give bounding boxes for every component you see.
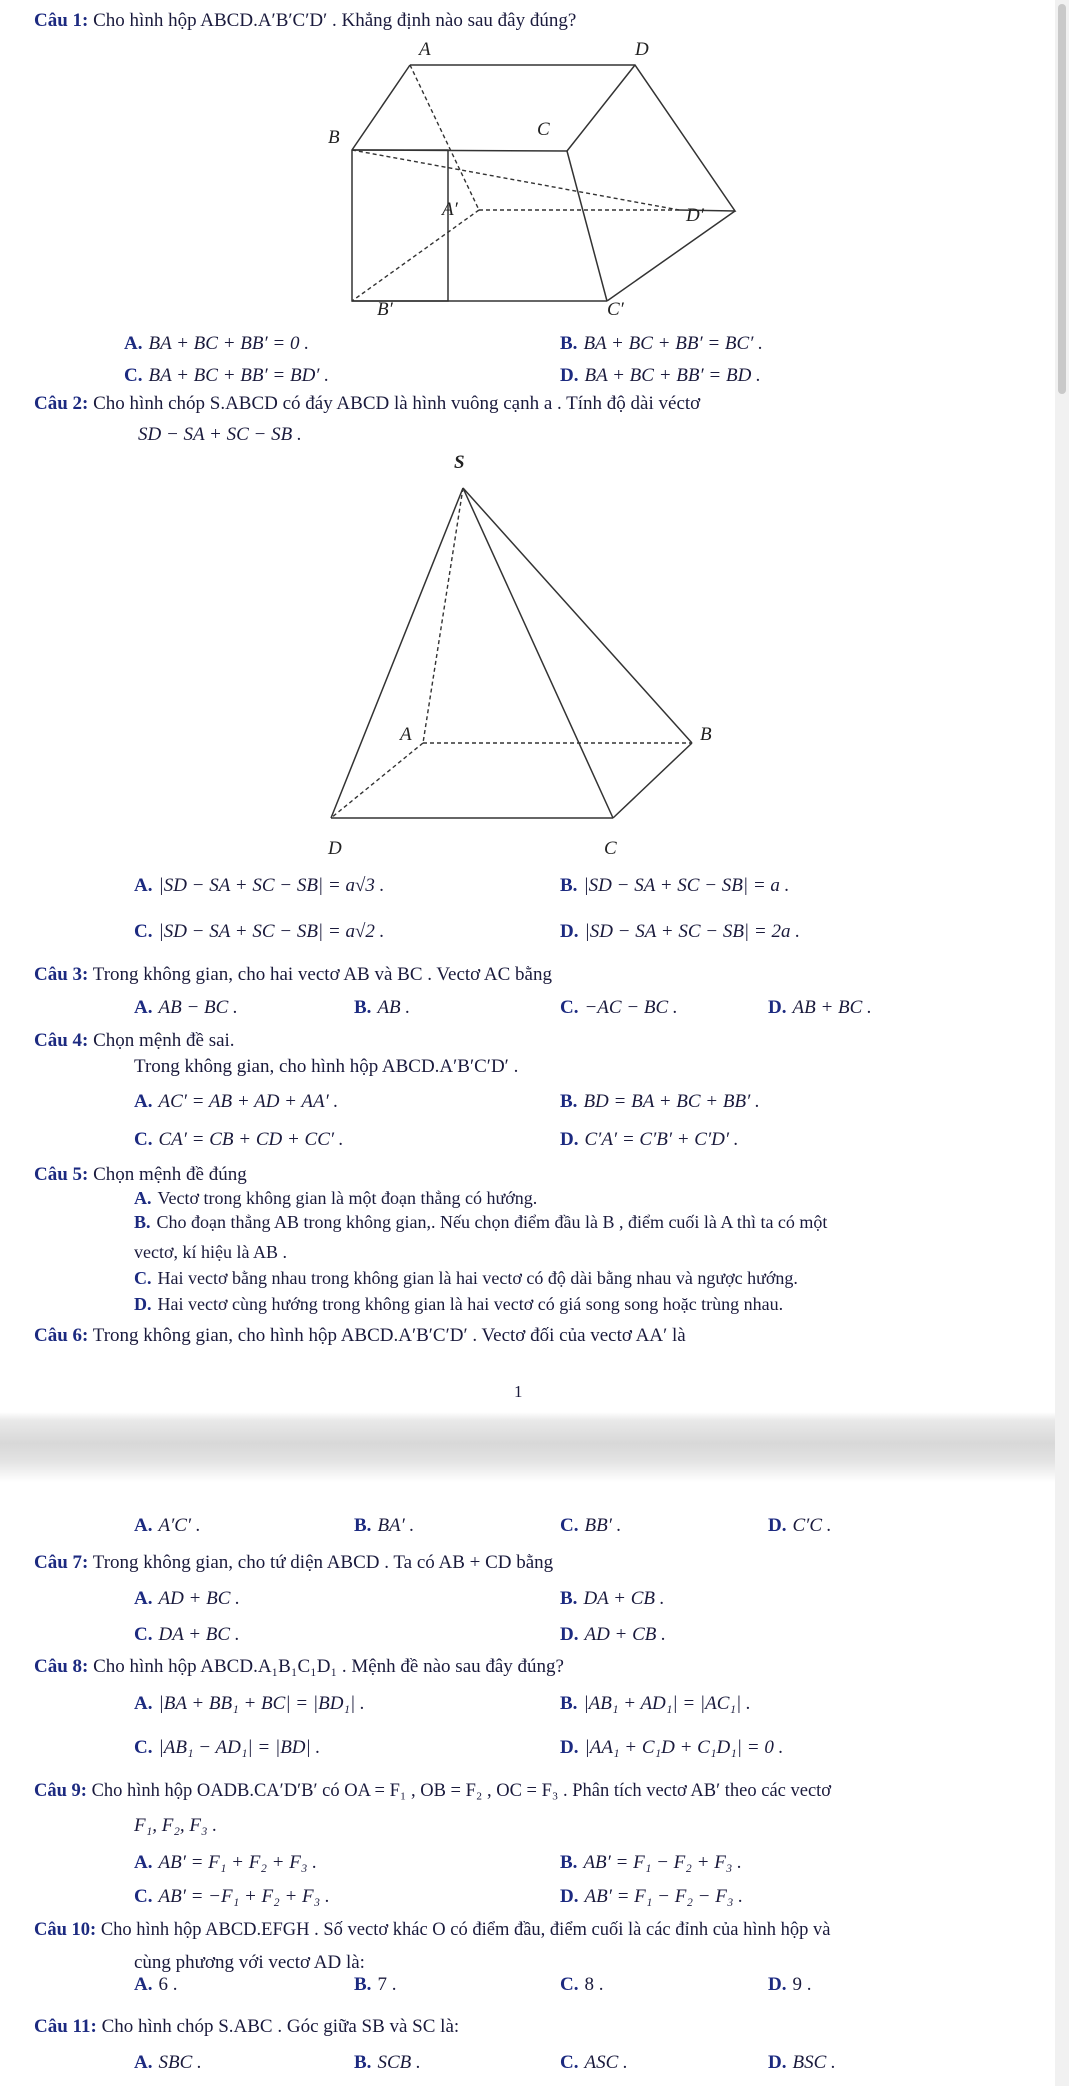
q8-option-d[interactable] xyxy=(560,1737,783,1759)
option-label: A. xyxy=(134,1091,153,1112)
q5-option-a[interactable] xyxy=(134,1188,537,1209)
option-label: A. xyxy=(134,875,153,896)
q7-option-a[interactable] xyxy=(134,1588,240,1610)
option-label: A. xyxy=(134,1974,153,1995)
option-expr: BA + BC + BB′ = BC′ . xyxy=(583,333,763,354)
option-expr: A′C′ . xyxy=(158,1515,201,1536)
q7-option-d[interactable] xyxy=(560,1624,666,1646)
option-label: D. xyxy=(768,1974,787,1995)
option-expr: ASC . xyxy=(584,2052,628,2073)
q4-option-c[interactable] xyxy=(134,1129,344,1151)
parallelepiped-figure xyxy=(320,35,740,315)
label-A: A xyxy=(400,724,412,745)
option-expr: SCB . xyxy=(377,2052,421,2073)
question-9-vectors: F₁, F₂, F₃ . xyxy=(134,1815,218,1836)
question-text: Cho hình hộp ABCD.EFGH . Số vectơ khác O có điểm đầu, điểm cuối là các đỉnh của hình hộp và xyxy=(100,1920,831,1940)
option-expr: SBC . xyxy=(158,2052,202,2073)
question-text: Cho hình hộp ABCD.A₁B₁C₁D₁ . Mệnh đề nào sau đây đúng? xyxy=(93,1656,564,1677)
question-label: Câu 7: xyxy=(34,1552,89,1573)
option-expr: |AB₁ − AD₁| = |BD| . xyxy=(158,1737,321,1758)
option-label: D. xyxy=(560,1737,579,1758)
edge-top xyxy=(410,65,735,211)
q5-option-b[interactable] xyxy=(134,1212,827,1233)
q3-option-d[interactable] xyxy=(768,997,872,1019)
option-label: A. xyxy=(134,2052,153,2073)
option-label: B. xyxy=(354,1974,372,1995)
question-label: Câu 10: xyxy=(34,1920,97,1940)
option-label: A. xyxy=(124,333,143,354)
option-expr: 8 . xyxy=(584,1974,604,1995)
option-expr: |SD − SA + SC − SB| = 2a . xyxy=(584,921,800,942)
option-expr: AB − BC . xyxy=(158,997,238,1018)
option-expr: BA′ . xyxy=(377,1515,415,1536)
option-label: C. xyxy=(124,365,143,386)
q1-option-b[interactable] xyxy=(560,333,763,355)
q11-option-c[interactable] xyxy=(560,2052,628,2074)
q1-option-d[interactable] xyxy=(560,365,761,387)
question-text: Trong không gian, cho hai vectơ AB và BC . Vectơ AC bằng xyxy=(92,964,552,985)
q3-option-a[interactable] xyxy=(134,997,238,1019)
option-label: D. xyxy=(560,365,579,386)
option-expr: AB . xyxy=(377,997,411,1018)
label-B: B xyxy=(700,724,712,745)
scrollbar[interactable] xyxy=(1055,0,1069,2086)
option-expr: 7 . xyxy=(377,1974,397,1995)
option-expr: BB′ . xyxy=(584,1515,622,1536)
question-label: Câu 8: xyxy=(34,1656,89,1677)
option-label: C. xyxy=(560,997,579,1018)
option-expr: BA + BC + BB′ = 0 . xyxy=(148,333,309,354)
option-label: A. xyxy=(134,1852,153,1873)
q5-option-b-cont xyxy=(134,1242,287,1263)
option-expr: Hai vectơ bằng nhau trong không gian là hai vectơ có độ dài bằng nhau và ngược hướng. xyxy=(157,1268,798,1288)
option-expr: CA′ = CB + CD + CC′ . xyxy=(158,1129,344,1150)
option-label: C. xyxy=(134,1129,153,1150)
option-expr: AD + BC . xyxy=(158,1588,240,1609)
question-5 xyxy=(34,1164,247,1186)
q11-option-d[interactable] xyxy=(768,2052,836,2074)
label-C: C xyxy=(537,119,550,140)
q2-option-d[interactable] xyxy=(560,921,800,943)
q3-option-c[interactable] xyxy=(560,997,678,1019)
option-label: C. xyxy=(134,921,153,942)
option-label: A. xyxy=(134,1188,152,1208)
q9-option-d[interactable] xyxy=(560,1886,743,1908)
option-label: D. xyxy=(768,2052,787,2073)
option-expr: C′C . xyxy=(792,1515,832,1536)
option-label: A. xyxy=(134,1693,153,1714)
option-label: C. xyxy=(560,1515,579,1536)
q11-option-a[interactable] xyxy=(134,2052,202,2074)
q11-option-b[interactable] xyxy=(354,2052,421,2074)
option-label: B. xyxy=(134,1212,151,1232)
q1-option-c[interactable] xyxy=(124,365,329,387)
option-expr: |SD − SA + SC − SB| = a . xyxy=(583,875,790,896)
option-expr: 9 . xyxy=(792,1974,812,1995)
option-expr: Hai vectơ cùng hướng trong không gian là hai vectơ có giá song song hoặc trùng nhau. xyxy=(157,1294,784,1314)
q10-option-a[interactable] xyxy=(134,1974,177,1996)
question-text: Cho hình chóp S.ABC . Góc giữa SB và SC là: xyxy=(101,2016,460,2037)
q6-option-b[interactable] xyxy=(354,1515,414,1537)
q2-option-a[interactable] xyxy=(134,875,384,897)
option-expr: DA + BC . xyxy=(158,1624,240,1645)
q2-option-c[interactable] xyxy=(134,921,384,943)
edge-DC xyxy=(567,65,635,151)
question-label: Câu 4: xyxy=(34,1030,89,1051)
edge-SA xyxy=(423,488,463,743)
question-label: Câu 6: xyxy=(34,1325,89,1346)
option-expr: AB′ = F₁ − F₂ − F₃ . xyxy=(584,1886,743,1907)
diag-BDp xyxy=(352,150,679,210)
label-B: B xyxy=(328,127,340,148)
q7-option-c[interactable] xyxy=(134,1624,240,1646)
question-11 xyxy=(34,2016,459,2038)
q5-option-d[interactable] xyxy=(134,1294,783,1315)
question-text: Cho hình chóp S.ABCD có đáy ABCD là hình vuông cạnh a . Tính độ dài véctơ xyxy=(93,393,701,414)
question-1 xyxy=(34,10,576,32)
q9-option-a[interactable] xyxy=(134,1852,317,1874)
q6-option-c[interactable] xyxy=(560,1515,621,1537)
label-D: D xyxy=(635,39,649,60)
pyramid-figure xyxy=(320,448,730,858)
option-label: A. xyxy=(134,1588,153,1609)
option-expr: |SD − SA + SC − SB| = a√3 . xyxy=(158,875,385,896)
option-expr: vectơ, kí hiệu là AB . xyxy=(134,1242,287,1262)
option-label: D. xyxy=(560,1129,579,1150)
option-expr: BSC . xyxy=(792,2052,836,2073)
label-Cp: C′ xyxy=(607,299,624,315)
q7-option-b[interactable] xyxy=(560,1588,665,1610)
option-label: D. xyxy=(768,997,787,1018)
edge-SC xyxy=(463,488,613,818)
option-expr: AB′ = −F₁ + F₂ + F₃ . xyxy=(158,1886,330,1907)
question-text: Cho hình hộp OADB.CA′D′B′ có OA = F₁ , OB = F₂ , OC = F₃ . Phân tích vectơ AB′ theo các vectơ xyxy=(91,1781,832,1801)
option-label: D. xyxy=(560,921,579,942)
question-2 xyxy=(34,393,700,415)
q1-option-a[interactable] xyxy=(124,333,309,355)
option-label: D. xyxy=(768,1515,787,1536)
question-text: Trong không gian, cho tứ diện ABCD . Ta có AB + CD bằng xyxy=(92,1552,554,1573)
option-expr: BA + BC + BB′ = BD . xyxy=(584,365,761,386)
label-Bp: B′ xyxy=(377,299,393,315)
q8-option-a[interactable] xyxy=(134,1693,365,1715)
question-4-context: Trong không gian, cho hình hộp ABCD.A′B′C′D′ . xyxy=(134,1056,519,1077)
question-label: Câu 3: xyxy=(34,964,89,985)
option-label: C. xyxy=(134,1886,153,1907)
q10-option-b[interactable] xyxy=(354,1974,396,1996)
q6-option-d[interactable] xyxy=(768,1515,832,1537)
option-expr: AB + BC . xyxy=(792,997,872,1018)
q10-option-c[interactable] xyxy=(560,1974,603,1996)
question-label: Câu 11: xyxy=(34,2016,97,2037)
q4-option-d[interactable] xyxy=(560,1129,739,1151)
question-9 xyxy=(34,1781,831,1802)
label-C: C xyxy=(604,838,617,858)
option-expr: DA + CB . xyxy=(583,1588,665,1609)
edge-BC xyxy=(352,150,567,151)
question-4 xyxy=(34,1030,235,1052)
option-label: C. xyxy=(134,1737,153,1758)
label-D: D xyxy=(328,838,342,858)
question-label: Câu 9: xyxy=(34,1781,87,1801)
option-label: B. xyxy=(354,2052,372,2073)
q10-option-d[interactable] xyxy=(768,1974,811,1996)
option-label: B. xyxy=(560,1852,578,1873)
question-7 xyxy=(34,1552,553,1574)
option-label: C. xyxy=(134,1624,153,1645)
option-label: C. xyxy=(560,1974,579,1995)
question-8 xyxy=(34,1656,564,1678)
question-3 xyxy=(34,964,552,986)
label-S: S xyxy=(454,452,465,473)
question-text: Chọn mệnh đề đúng xyxy=(93,1164,247,1185)
q4-option-b[interactable] xyxy=(560,1091,760,1113)
option-expr: 6 . xyxy=(158,1974,178,1995)
option-expr: |AA₁ + C₁D + C₁D₁| = 0 . xyxy=(584,1737,784,1758)
label-A: A xyxy=(419,39,431,60)
option-label: A. xyxy=(134,997,153,1018)
option-expr: AB′ = F₁ + F₂ + F₃ . xyxy=(158,1852,317,1873)
question-text: Trong không gian, cho hình hộp ABCD.A′B′C′D′ . Vectơ đối của vectơ AA′ là xyxy=(92,1325,686,1346)
edge-ApBp xyxy=(352,210,479,301)
q3-option-b[interactable] xyxy=(354,997,410,1019)
option-label: B. xyxy=(560,333,578,354)
question-10-cont: cùng phương với vectơ AD là: xyxy=(134,1952,365,1973)
option-expr: C′A′ = C′B′ + C′D′ . xyxy=(584,1129,739,1150)
option-expr: Vectơ trong không gian là một đoạn thẳng có hướng. xyxy=(157,1188,538,1208)
option-expr: AB′ = F₁ − F₂ + F₃ . xyxy=(583,1852,742,1873)
edge-front xyxy=(352,65,448,301)
label-Ap: A′ xyxy=(442,199,458,220)
question-6 xyxy=(34,1325,686,1347)
q8-option-b[interactable] xyxy=(560,1693,751,1715)
edge-AD xyxy=(331,743,423,818)
option-label: D. xyxy=(134,1294,152,1314)
option-label: B. xyxy=(560,1693,578,1714)
option-expr: |SD − SA + SC − SB| = a√2 . xyxy=(158,921,385,942)
option-expr: |BA + BB₁ + BC| = |BD₁| . xyxy=(158,1693,365,1714)
q2-option-b[interactable] xyxy=(560,875,789,897)
option-label: D. xyxy=(560,1886,579,1907)
option-label: D. xyxy=(560,1624,579,1645)
q8-option-c[interactable] xyxy=(134,1737,320,1759)
question-10 xyxy=(34,1920,830,1941)
question-label: Câu 5: xyxy=(34,1164,89,1185)
page-number: 1 xyxy=(514,1382,523,1401)
option-expr: BA + BC + BB′ = BD′ . xyxy=(148,365,329,386)
page-break xyxy=(0,1412,1055,1482)
edge-CpDp xyxy=(607,211,735,301)
option-expr: |AB₁ + AD₁| = |AC₁| . xyxy=(583,1693,751,1714)
q9-option-b[interactable] xyxy=(560,1852,742,1874)
option-label: B. xyxy=(560,875,578,896)
q5-option-c[interactable] xyxy=(134,1268,798,1289)
option-label: C. xyxy=(560,2052,579,2073)
edge-CB xyxy=(613,743,692,818)
option-label: B. xyxy=(560,1091,578,1112)
option-expr: Cho đoạn thẳng AB trong không gian,. Nếu chọn điểm đầu là B , điểm cuối là A thì ta có một xyxy=(156,1212,828,1232)
scrollbar-thumb[interactable] xyxy=(1058,4,1066,394)
option-expr: AC′ = AB + AD + AA′ . xyxy=(158,1091,339,1112)
option-label: A. xyxy=(134,1515,153,1536)
edge-SB xyxy=(463,488,692,743)
option-label: B. xyxy=(354,997,372,1018)
question-label: Câu 1: xyxy=(34,10,89,31)
question-text: Cho hình hộp ABCD.A′B′C′D′ . Khẳng định nào sau đây đúng? xyxy=(93,10,577,31)
label-Dp: D′ xyxy=(686,205,704,226)
option-label: C. xyxy=(134,1268,152,1288)
edge-SD xyxy=(331,488,463,818)
q4-option-a[interactable] xyxy=(134,1091,338,1113)
option-expr: AD + CB . xyxy=(584,1624,666,1645)
question-text: Chọn mệnh đề sai. xyxy=(93,1030,235,1051)
option-expr: −AC − BC . xyxy=(584,997,678,1018)
option-expr: BD = BA + BC + BB′ . xyxy=(583,1091,760,1112)
edge-AAp xyxy=(410,65,479,210)
q9-option-c[interactable] xyxy=(134,1886,330,1908)
edge-CCp xyxy=(567,151,607,301)
q6-option-a[interactable] xyxy=(134,1515,201,1537)
option-label: B. xyxy=(560,1588,578,1609)
question-label: Câu 2: xyxy=(34,393,89,414)
option-label: B. xyxy=(354,1515,372,1536)
question-2-vector: SD − SA + SC − SB . xyxy=(138,424,302,445)
